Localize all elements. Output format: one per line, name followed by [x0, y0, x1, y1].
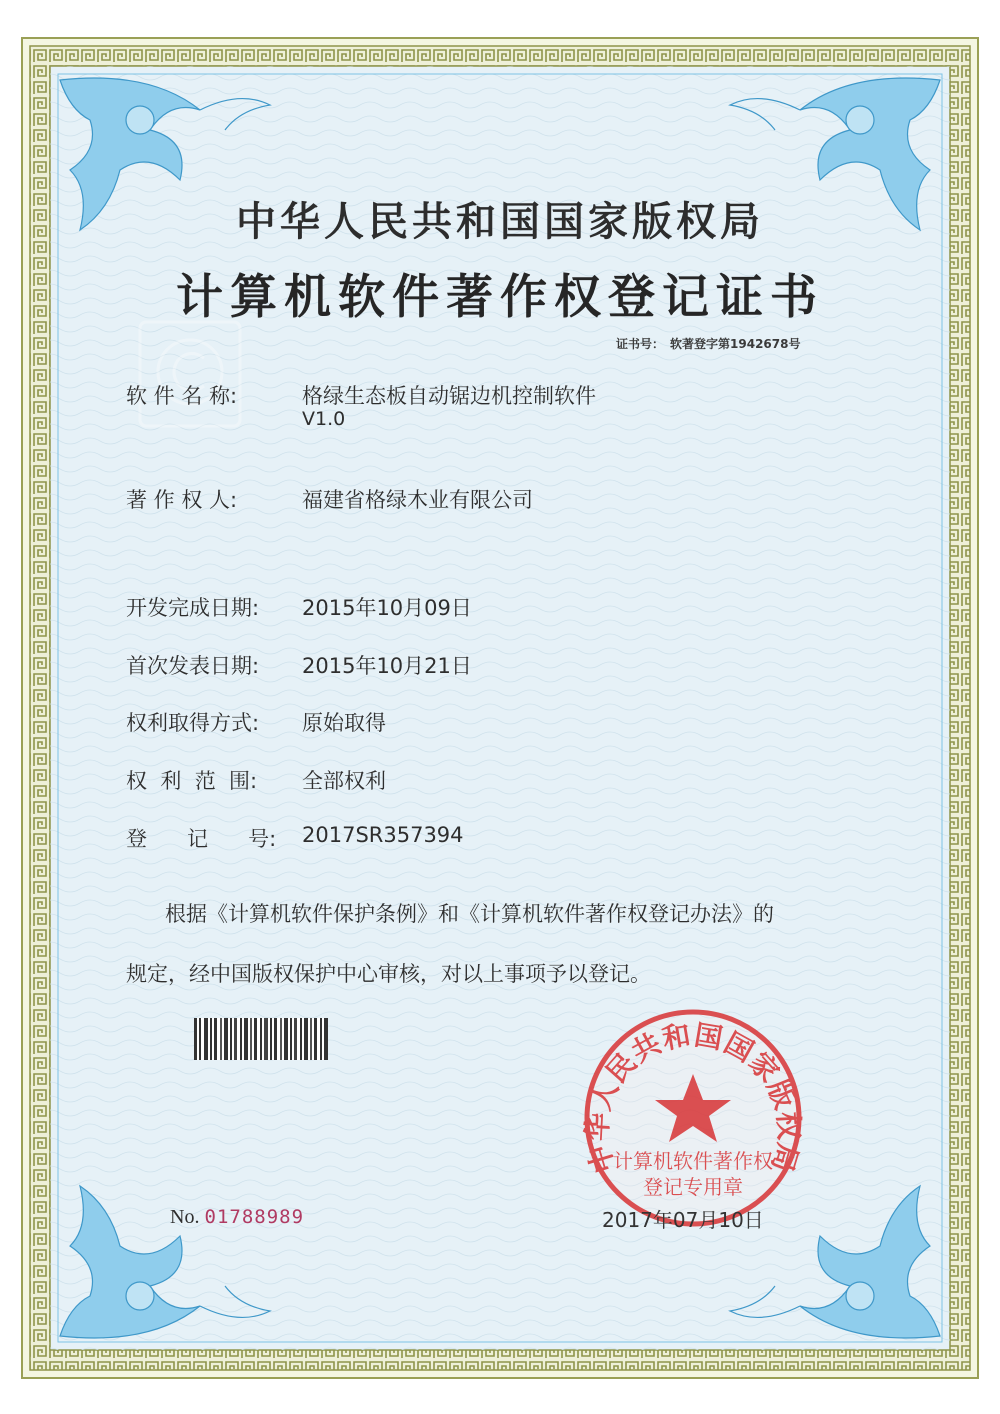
dev-date-value: 2015年10月09日: [302, 596, 472, 620]
serial-number-value: 01788989: [204, 1206, 305, 1228]
certificate-number: [616, 335, 806, 352]
scope-value: 全部权利: [302, 769, 386, 793]
seal-inner-line2: 登记专用章: [643, 1175, 743, 1199]
software-name-label: 软 件 名 称:: [126, 384, 238, 408]
owner-value: 福建省格绿木业有限公司: [302, 488, 533, 512]
pub-date-label: 首次发表日期:: [126, 654, 260, 678]
dev-date-label: 开发完成日期:: [126, 596, 260, 620]
software-name-value: 格绿生态板自动锯边机控制软件: [302, 384, 596, 408]
serial-number: [170, 1206, 304, 1229]
seal-ring-text: 中华人民共和国国家版权局: [580, 1018, 806, 1177]
certificate-number-value: 软著登字第1942678号: [670, 337, 801, 351]
pub-date-value: 2015年10月21日: [302, 654, 472, 678]
statement-line1: 根据《计算机软件保护条例》和《计算机软件著作权登记办法》的: [165, 902, 774, 926]
statement-line2: 规定，经中国版权保护中心审核，对以上事项予以登记。: [126, 962, 651, 986]
issuing-authority: 中华人民共和国国家版权局: [236, 198, 764, 245]
official-seal: [580, 1012, 805, 1224]
acquire-value: 原始取得: [302, 711, 386, 735]
acquire-label: 权利取得方式:: [126, 711, 260, 735]
barcode-icon: [194, 1018, 328, 1060]
reg-label: 登 记 号:: [126, 827, 277, 851]
certificate-title: 计算机软件著作权登记证书: [176, 270, 824, 325]
scope-label: 权 利 范 围:: [126, 769, 258, 793]
software-version: V1.0: [302, 408, 346, 430]
reg-value: 2017SR357394: [302, 823, 464, 847]
certificate-number-label: 证书号：: [616, 337, 665, 351]
seal-inner-line1: 计算机软件著作权: [613, 1149, 773, 1173]
issue-date: 2017年07月10日: [602, 1208, 764, 1232]
owner-label: 著 作 权 人:: [126, 488, 238, 512]
serial-number-label: No.: [170, 1206, 200, 1228]
